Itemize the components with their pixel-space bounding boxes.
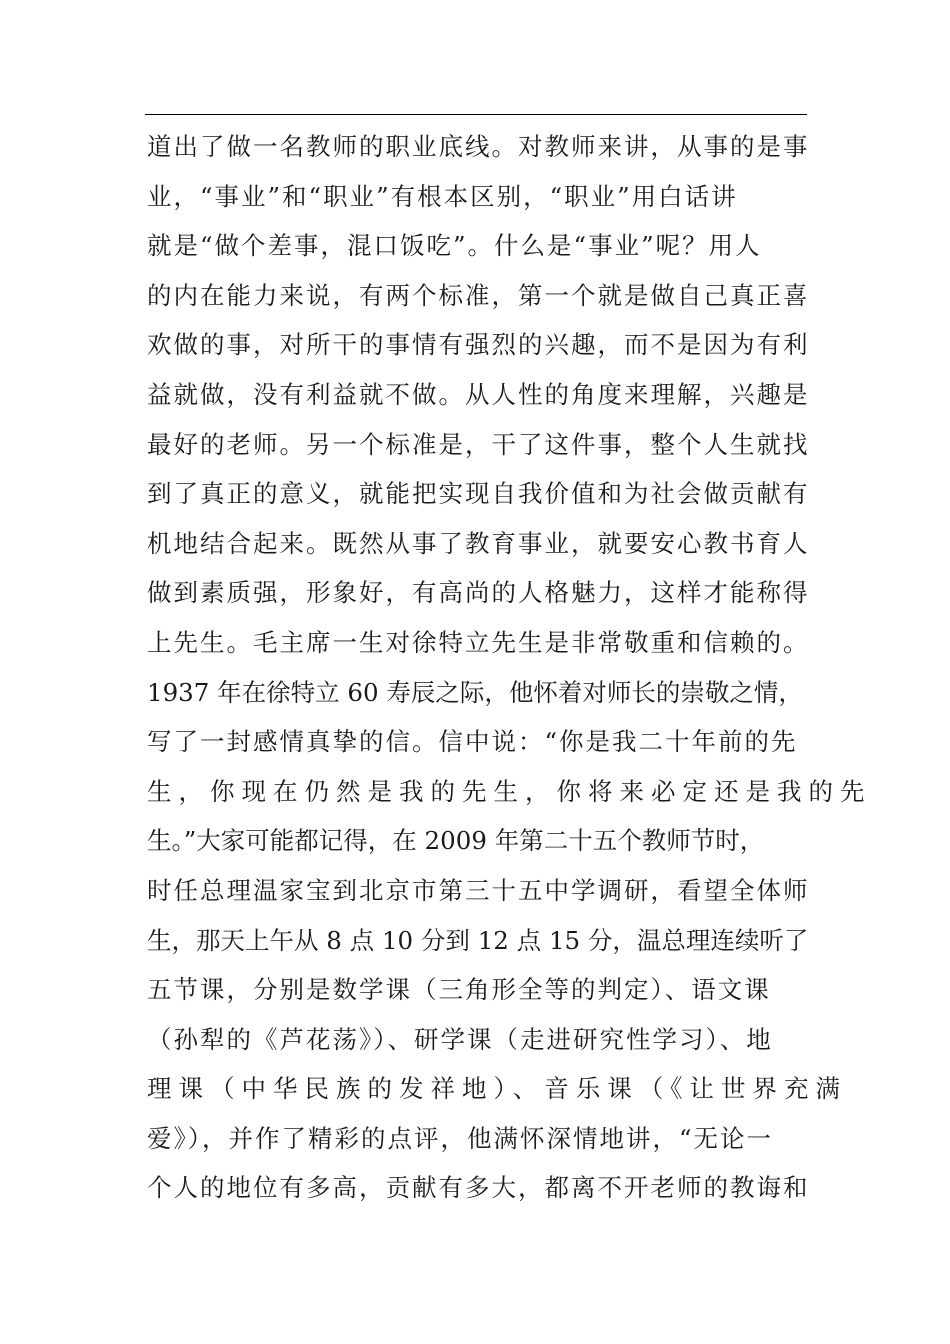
text-line: 理课（中华民族的发祥地）、音乐课（《让世界充满 bbox=[147, 1074, 847, 1104]
text-line: 爱》），并作了精彩的点评，他满怀深情地讲，“无论一 bbox=[147, 1123, 774, 1153]
text-line: 五节课，分别是数学课（三角形全等的判定）、语文课 bbox=[147, 975, 771, 1005]
text-line: 就是“做个差事，混口饭吃”。什么是“事业”呢？用人 bbox=[147, 231, 762, 261]
header-rule bbox=[145, 114, 807, 115]
text-line: 欢做的事，对所干的事情有强烈的兴趣，而不是因为有利 bbox=[147, 330, 810, 360]
text-line: 1937 年在徐特立 60 寿辰之际，他怀着对师长的崇敬之情， bbox=[147, 677, 803, 707]
text-line: 机地结合起来。既然从事了教育事业，就要安心教书育人 bbox=[147, 528, 810, 558]
text-line: 到了真正的意义，就能把实现自我价值和为社会做贡献有 bbox=[147, 479, 810, 509]
text-line: 写了一封感情真挚的信。信中说：“你是我二十年前的先 bbox=[147, 727, 798, 757]
text-line: 时任总理温家宝到北京市第三十五中学调研，看望全体师 bbox=[147, 875, 810, 905]
text-line: 业，“事业”和“职业”有根本区别，“职业”用白话讲 bbox=[147, 181, 738, 211]
text-line: 的内在能力来说，有两个标准，第一个就是做自己真正喜 bbox=[147, 280, 810, 310]
text-line: （孙犁的《芦花荡》）、研学课（走进研究性学习）、地 bbox=[147, 1024, 773, 1054]
body-text bbox=[147, 122, 872, 1213]
text-line: 上先生。毛主席一生对徐特立先生是非常敬重和信赖的。 bbox=[147, 627, 810, 657]
text-line: 做到素质强，形象好，有高尚的人格魅力，这样才能称得 bbox=[147, 578, 810, 608]
text-line: 益就做，没有利益就不做。从人性的角度来理解，兴趣是 bbox=[147, 379, 810, 409]
text-line: 最好的老师。另一个标准是，干了这件事，整个人生就找 bbox=[147, 429, 810, 459]
text-line: 生，你现在仍然是我的先生，你将来必定还是我的先 bbox=[147, 776, 872, 806]
text-line: 生，那天上午从 8 点 10 分到 12 点 15 分，温总理连续听了 bbox=[147, 925, 809, 955]
text-line: 道出了做一名教师的职业底线。对教师来讲，从事的是事 bbox=[147, 132, 810, 161]
text-line: 生。”大家可能都记得，在 2009 年第二十五个教师节时， bbox=[147, 826, 765, 856]
text-line: 个人的地位有多高，贡献有多大，都离不开老师的教诲和 bbox=[147, 1173, 810, 1203]
